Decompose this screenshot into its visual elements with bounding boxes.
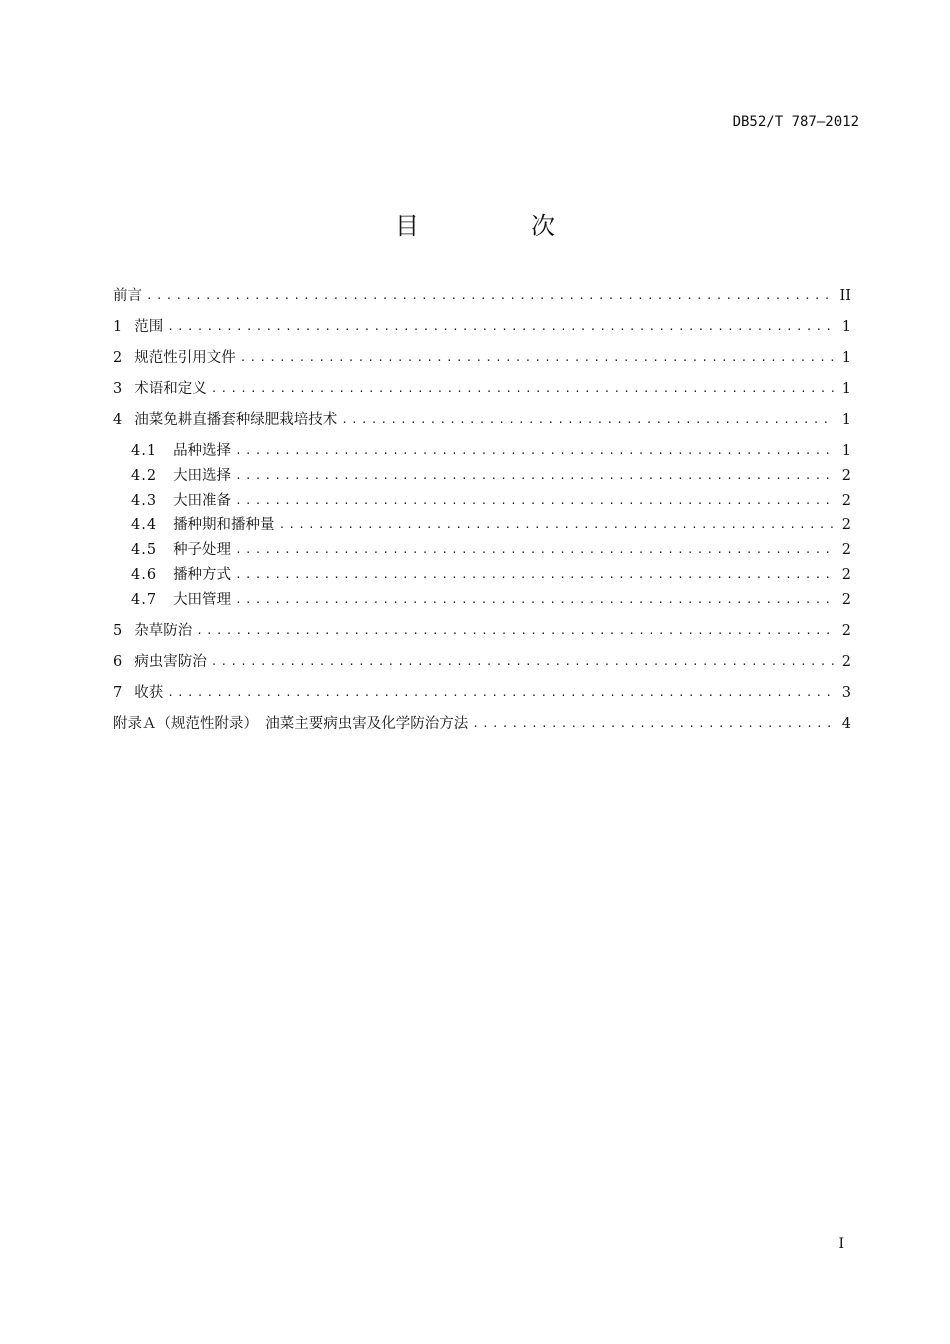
toc-number: 1 bbox=[113, 319, 123, 335]
toc-leader bbox=[235, 592, 835, 610]
toc-entry-2[interactable] bbox=[113, 348, 851, 368]
toc-entry-4-1[interactable] bbox=[113, 441, 851, 461]
toc-entry-7[interactable] bbox=[113, 683, 851, 703]
toc-entry-5[interactable] bbox=[113, 621, 851, 641]
toc-page: 2 bbox=[841, 517, 851, 534]
toc-leader bbox=[235, 443, 835, 461]
toc-label: 收获 bbox=[134, 684, 164, 701]
toc-entry-appendix-a[interactable] bbox=[113, 714, 851, 734]
toc-label: 前言 bbox=[113, 288, 142, 304]
toc-leader bbox=[211, 654, 835, 672]
toc-label: 播种方式 bbox=[173, 566, 232, 583]
toc-entry-4[interactable] bbox=[113, 410, 851, 430]
toc-page: II bbox=[839, 288, 851, 304]
toc-number: 5 bbox=[113, 622, 123, 639]
toc-page: 2 bbox=[841, 542, 851, 559]
toc-leader bbox=[341, 412, 835, 430]
toc-page: 4 bbox=[841, 715, 851, 732]
toc-number: 4 bbox=[113, 412, 123, 428]
toc-entry-4-3[interactable] bbox=[113, 491, 851, 511]
toc-page: 2 bbox=[841, 622, 851, 639]
toc-label: 术语和定义 bbox=[134, 381, 207, 397]
toc-entry-4-7[interactable] bbox=[113, 590, 851, 610]
toc-number: 7 bbox=[113, 684, 123, 701]
toc-label: 杂草防治 bbox=[134, 622, 193, 639]
toc-number: 6 bbox=[113, 653, 123, 670]
toc-page: 1 bbox=[841, 319, 851, 335]
toc-label: 大田管理 bbox=[173, 591, 232, 608]
toc-label: 油菜免耕直播套种绿肥栽培技术 bbox=[134, 412, 338, 428]
toc-number: 3 bbox=[113, 381, 123, 397]
toc-label: 规范性引用文件 bbox=[134, 350, 236, 366]
toc-entry-4-5[interactable] bbox=[113, 540, 851, 560]
table-of-contents bbox=[113, 286, 851, 745]
toc-entry-3[interactable] bbox=[113, 379, 851, 399]
toc-number: 4.3 bbox=[131, 492, 158, 509]
toc-page: 1 bbox=[841, 412, 851, 428]
toc-entry-4-4[interactable] bbox=[113, 515, 851, 535]
toc-leader bbox=[167, 685, 835, 703]
toc-label: 大田选择 bbox=[173, 467, 232, 484]
toc-number: 4.4 bbox=[131, 517, 158, 534]
toc-label: 播种期和播种量 bbox=[173, 517, 275, 534]
toc-leader bbox=[167, 319, 835, 337]
toc-page: 1 bbox=[841, 350, 851, 366]
toc-page: 2 bbox=[841, 492, 851, 509]
toc-leader bbox=[235, 468, 835, 486]
toc-number: 4.1 bbox=[131, 443, 158, 459]
toc-entry-6[interactable] bbox=[113, 652, 851, 672]
toc-number: 4.6 bbox=[131, 566, 158, 583]
toc-page: 3 bbox=[841, 684, 851, 701]
toc-leader bbox=[211, 381, 835, 399]
page-number: I bbox=[838, 1236, 844, 1252]
toc-leader bbox=[235, 493, 835, 511]
toc-number: 2 bbox=[113, 350, 123, 366]
toc-number: 4.2 bbox=[131, 467, 158, 484]
toc-number: 4.5 bbox=[131, 542, 158, 559]
toc-leader bbox=[240, 350, 835, 368]
toc-label: 范围 bbox=[134, 319, 164, 335]
page-title: 目 次 bbox=[395, 212, 599, 240]
toc-label: 种子处理 bbox=[173, 542, 232, 559]
toc-page: 2 bbox=[841, 566, 851, 583]
toc-label: 附录Ａ（规范性附录） 油菜主要病虫害及化学防治方法 bbox=[113, 715, 469, 732]
toc-entry-4-6[interactable] bbox=[113, 565, 851, 585]
toc-page: 2 bbox=[841, 653, 851, 670]
toc-label: 大田准备 bbox=[173, 492, 232, 509]
toc-leader bbox=[472, 716, 835, 734]
toc-page: 2 bbox=[841, 591, 851, 608]
toc-leader bbox=[235, 567, 835, 585]
toc-leader bbox=[235, 542, 835, 560]
toc-entry-preface[interactable] bbox=[113, 286, 851, 306]
toc-entry-4-2[interactable] bbox=[113, 466, 851, 486]
toc-entry-1[interactable] bbox=[113, 317, 851, 337]
toc-page: 2 bbox=[841, 467, 851, 484]
toc-page: 1 bbox=[841, 443, 851, 459]
toc-number: 4.7 bbox=[131, 591, 158, 608]
toc-label: 品种选择 bbox=[173, 443, 232, 459]
document-code: DB52/T 787—2012 bbox=[732, 114, 859, 130]
toc-leader bbox=[196, 623, 835, 641]
toc-leader bbox=[279, 517, 835, 535]
toc-leader bbox=[146, 288, 834, 306]
toc-page: 1 bbox=[841, 381, 851, 397]
toc-label: 病虫害防治 bbox=[134, 653, 207, 670]
